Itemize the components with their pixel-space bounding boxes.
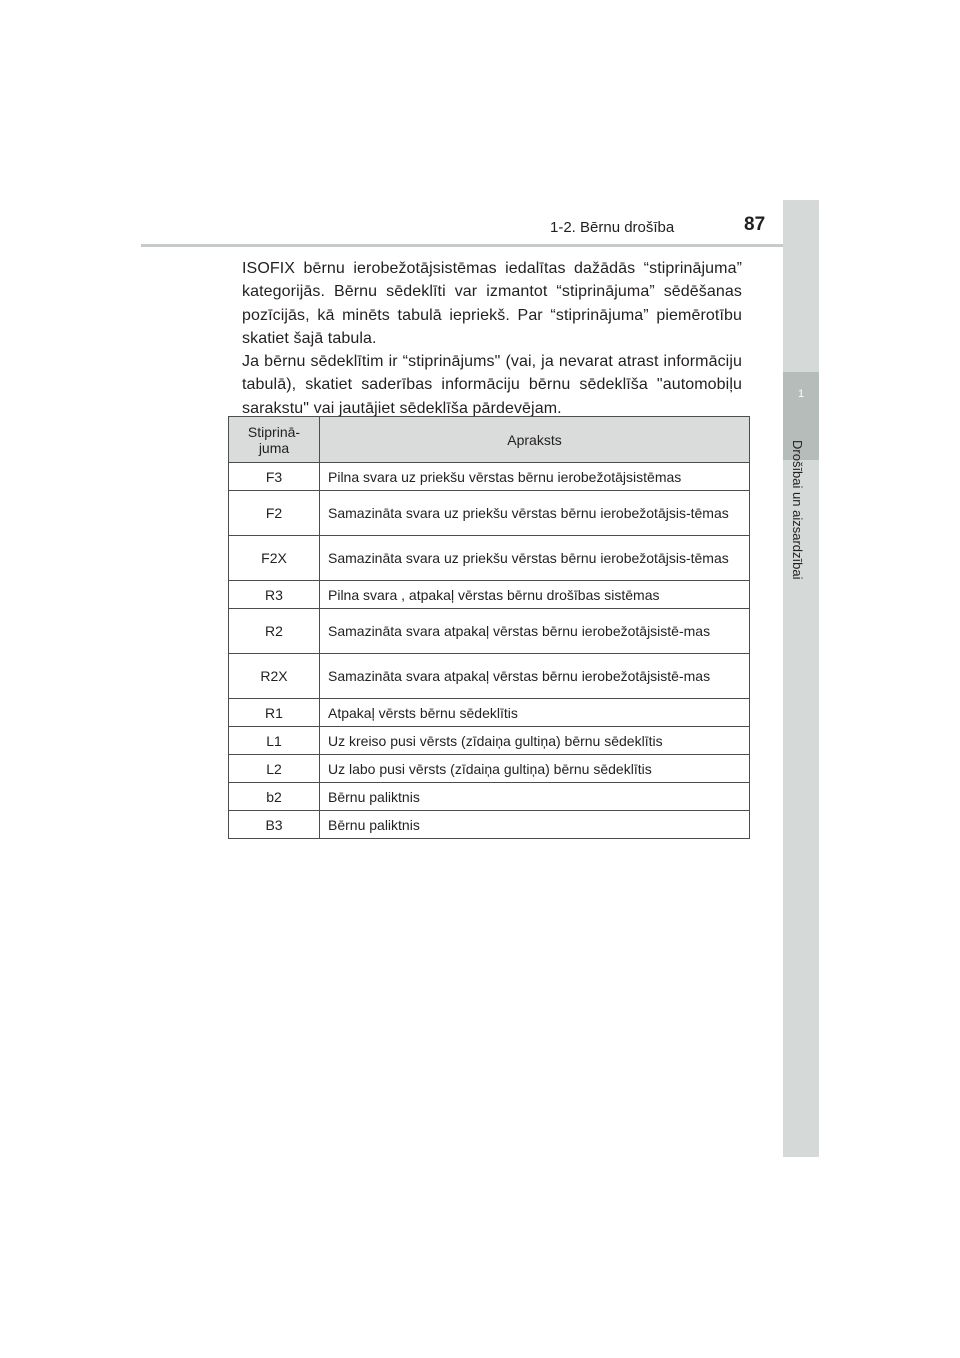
fixture-code: R3 (229, 581, 320, 609)
table-row (229, 727, 750, 755)
fixture-code: B3 (229, 811, 320, 839)
table-row (229, 654, 750, 699)
fixture-code: b2 (229, 783, 320, 811)
fixture-code: L2 (229, 755, 320, 783)
column-header-description: Apraksts (320, 417, 750, 463)
fixture-code: F2 (229, 491, 320, 536)
header-rule (141, 244, 819, 247)
table-row (229, 755, 750, 783)
table-row (229, 463, 750, 491)
fixture-description: Pilna svara uz priekšu vērstas bērnu ierobežotājsistēmas (320, 463, 750, 491)
intro-paragraph: Ja bērnu sēdeklītim ir “stiprinājums" (vai, ja nevarat atrast informāciju tabulā), skatiet saderības informāciju bērnu sēdeklīša "automobiļu sarakstu" vai jautājiet sēdeklīša pārdevējam. (242, 353, 742, 417)
table-row (229, 699, 750, 727)
table-row (229, 581, 750, 609)
fixture-description: Pilna svara , atpakaļ vērstas bērnu drošības sistēmas (320, 581, 750, 609)
fixture-description: Atpakaļ vērsts bērnu sēdeklītis (320, 699, 750, 727)
fixture-description: Bērnu paliktnis (320, 783, 750, 811)
fixture-description: Bērnu paliktnis (320, 811, 750, 839)
intro-paragraph: ISOFIX bērnu ierobežotājsistēmas iedalītas dažādās “stiprinājuma” kategorijās. Bērnu sēdeklīti var izmantot “stiprinājuma” sēdēšanas pozīcijās, kā minēts tabulā iepriekš. Par “stiprinājuma” piemērotību skatiet šajā tabula. (242, 260, 742, 347)
chapter-sidebar (783, 200, 819, 1157)
fixture-description: Samazināta svara uz priekšu vērstas bērnu ierobežotājsis-tēmas (320, 491, 750, 536)
table-row (229, 783, 750, 811)
page-number: 87 (744, 214, 766, 235)
fixture-code: R1 (229, 699, 320, 727)
fixture-category-table (228, 416, 750, 839)
fixture-code: F3 (229, 463, 320, 491)
fixture-code: R2 (229, 609, 320, 654)
table-row (229, 536, 750, 581)
section-title: 1-2. Bērnu drošība (550, 219, 675, 236)
fixture-code: F2X (229, 536, 320, 581)
fixture-code: L1 (229, 727, 320, 755)
intro-text (242, 257, 742, 420)
fixture-code: R2X (229, 654, 320, 699)
fixture-description: Samazināta svara atpakaļ vērstas bērnu ierobežotājsistē-mas (320, 654, 750, 699)
table-row (229, 491, 750, 536)
chapter-label: Drošībai un aizsardzībai (790, 440, 805, 580)
fixture-description: Uz kreiso pusi vērsts (zīdaiņa gultiņa) bērnu sēdeklītis (320, 727, 750, 755)
table-row (229, 811, 750, 839)
column-header-code: Stiprinā-juma (229, 417, 320, 463)
fixture-description: Samazināta svara uz priekšu vērstas bērnu ierobežotājsis-tēmas (320, 536, 750, 581)
table-row (229, 609, 750, 654)
table-header-row (229, 417, 750, 463)
fixture-description: Samazināta svara atpakaļ vērstas bērnu ierobežotājsistē-mas (320, 609, 750, 654)
chapter-number: 1 (797, 388, 805, 400)
fixture-description: Uz labo pusi vērsts (zīdaiņa gultiņa) bērnu sēdeklītis (320, 755, 750, 783)
